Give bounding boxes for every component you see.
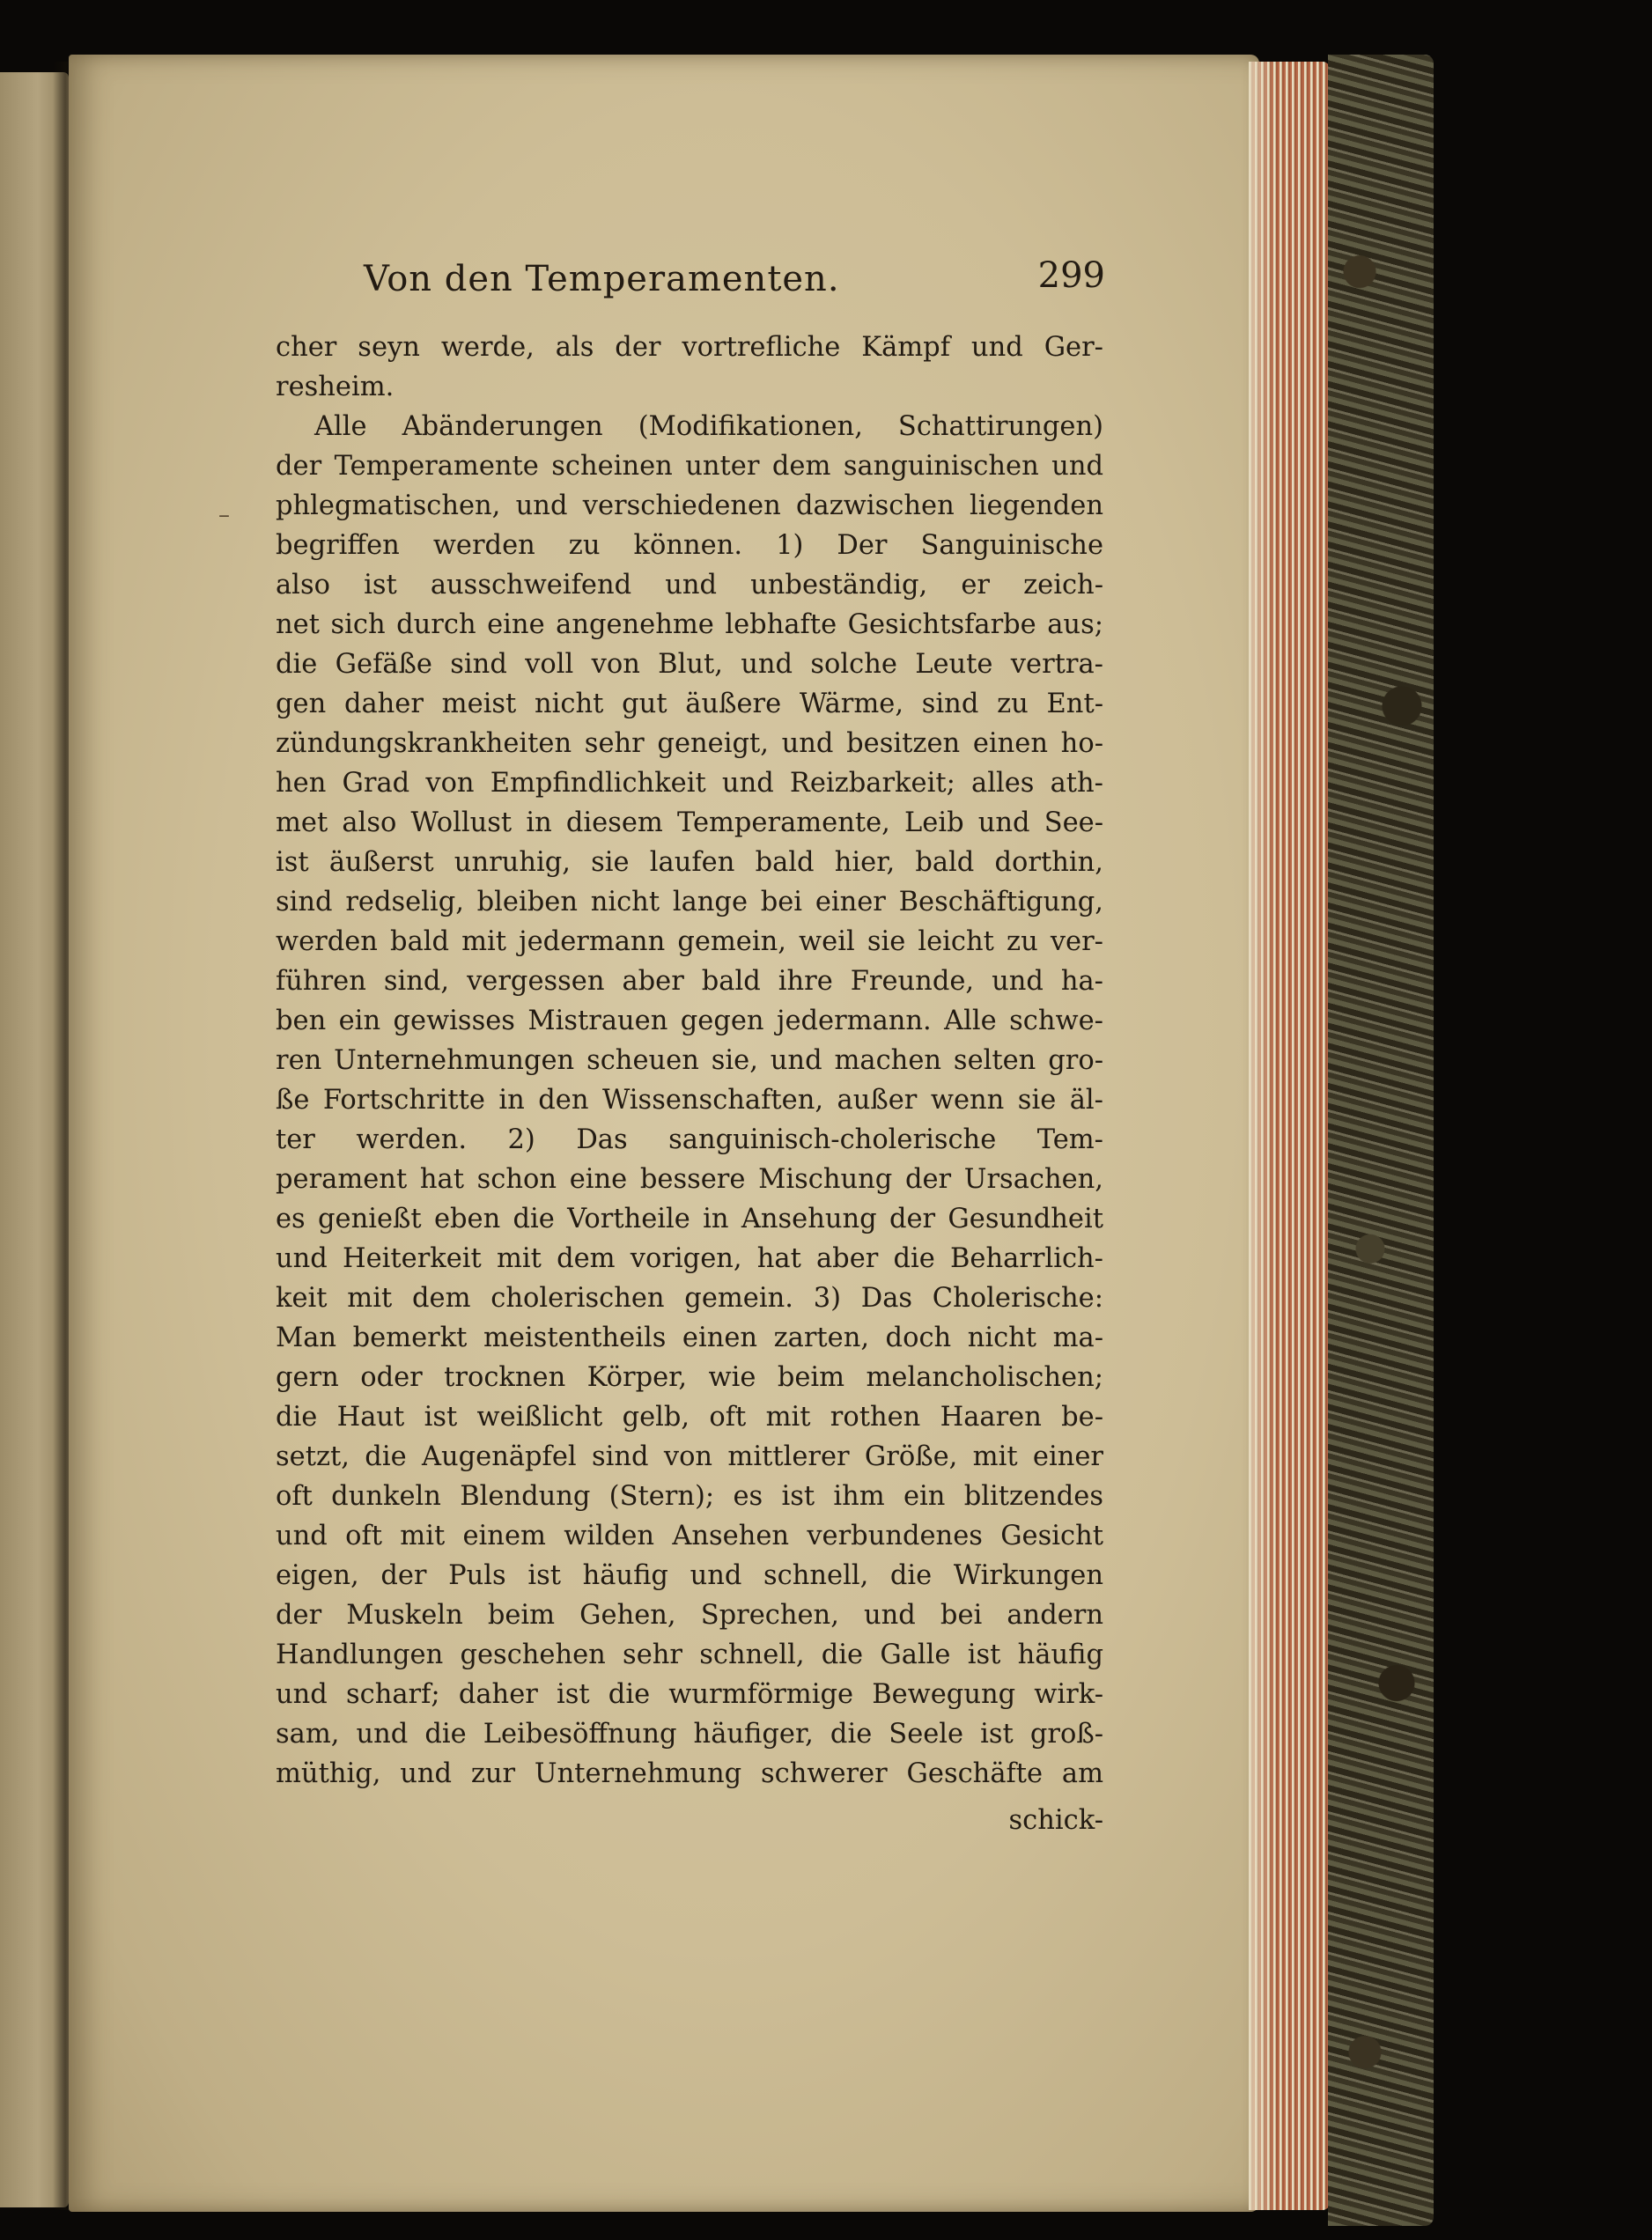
text-line: die Haut ist weißlicht gelb, oft mit rothen Haaren be- <box>276 1402 1103 1433</box>
margin-mark: – <box>218 502 230 528</box>
text-line: müthig, und zur Unternehmung schwerer Geschäfte am <box>276 1758 1103 1789</box>
page-edges-highlight <box>1249 62 1275 2210</box>
text-line: Man bemerkt meistentheils einen zarten, doch nicht ma- <box>276 1323 1103 1353</box>
text-line: werden bald mit jedermann gemein, weil sie leicht zu ver- <box>276 926 1103 957</box>
text-line: net sich durch eine angenehme lebhafte Gesichtsfarbe aus; <box>276 609 1103 640</box>
text-line: zündungskrankheiten sehr geneigt, und besitzen einen ho- <box>276 728 1103 759</box>
text-line: und Heiterkeit mit dem vorigen, hat aber die Beharrlich- <box>276 1243 1103 1274</box>
text-line: gen daher meist nicht gut äußere Wärme, sind zu Ent- <box>276 689 1103 719</box>
text-line: ren Unternehmungen scheuen sie, und machen selten gro- <box>276 1045 1103 1076</box>
text-line: phlegmatischen, und verschiedenen dazwischen liegenden <box>276 490 1103 521</box>
body-text <box>276 328 1103 1794</box>
marbled-cover <box>1328 55 1434 2226</box>
text-line: der Temperamente scheinen unter dem sanguinischen und <box>276 451 1103 482</box>
text-line: oft dunkeln Blendung (Stern); es ist ihm ein blitzendes <box>276 1481 1103 1512</box>
running-head <box>276 252 1103 315</box>
page-text <box>276 252 1103 1843</box>
text-line: und scharf; daher ist die wurmförmige Bewegung wirk- <box>276 1679 1103 1710</box>
text-line: cher seyn werde, als der vortrefliche Kämpf und Ger- <box>276 332 1103 363</box>
page-number: 299 <box>1037 255 1105 296</box>
text-line: Handlungen geschehen sehr schnell, die Galle ist häufig <box>276 1639 1103 1670</box>
text-line: sind redselig, bleiben nicht lange bei einer Beschäftigung, <box>276 887 1103 917</box>
text-line: es genießt eben die Vortheile in Ansehung der Gesundheit <box>276 1204 1103 1234</box>
catchword: schick- <box>1008 1805 1103 1836</box>
text-line: sam, und die Leibesöffnung häufiger, die Seele ist groß- <box>276 1719 1103 1750</box>
text-line: eigen, der Puls ist häufig und schnell, die Wirkungen <box>276 1560 1103 1591</box>
text-line: begriffen werden zu können. 1) Der Sanguinische <box>276 530 1103 561</box>
text-line: hen Grad von Empfindlichkeit und Reizbarkeit; alles ath- <box>276 768 1103 799</box>
text-line: und oft mit einem wilden Ansehen verbundenes Gesicht <box>276 1521 1103 1551</box>
text-line: setzt, die Augenäpfel sind von mittlerer Größe, mit einer <box>276 1441 1103 1472</box>
text-line: führen sind, vergessen aber bald ihre Freunde, und ha- <box>276 966 1103 997</box>
text-line: also ist ausschweifend und unbeständig, er zeich- <box>276 570 1103 601</box>
text-line: met also Wollust in diesem Temperamente, Leib und See- <box>276 807 1103 838</box>
text-line: ter werden. 2) Das sanguinisch-cholerische Tem- <box>276 1124 1103 1155</box>
text-line: die Gefäße sind voll von Blut, und solche Leute vertra- <box>276 649 1103 680</box>
text-line: keit mit dem cholerischen gemein. 3) Das Cholerische: <box>276 1283 1103 1314</box>
text-line: gern oder trocknen Körper, wie beim melancholischen; <box>276 1362 1103 1393</box>
running-head-title: Von den Temperamenten. <box>364 259 840 299</box>
text-line: ben ein gewisses Mistrauen gegen jedermann. Alle schwe- <box>276 1006 1103 1036</box>
text-line: ist äußerst unruhig, sie laufen bald hier, bald dorthin, <box>276 847 1103 878</box>
text-line: der Muskeln beim Gehen, Sprechen, und bei andern <box>276 1600 1103 1631</box>
text-line: resheim. <box>276 372 395 402</box>
text-line: ße Fortschritte in den Wissenschaften, außer wenn sie äl- <box>276 1085 1103 1116</box>
text-line: Alle Abänderungen (Modifikationen, Schattirungen) <box>314 411 1103 442</box>
text-line: perament hat schon eine bessere Mischung der Ursachen, <box>276 1164 1103 1195</box>
